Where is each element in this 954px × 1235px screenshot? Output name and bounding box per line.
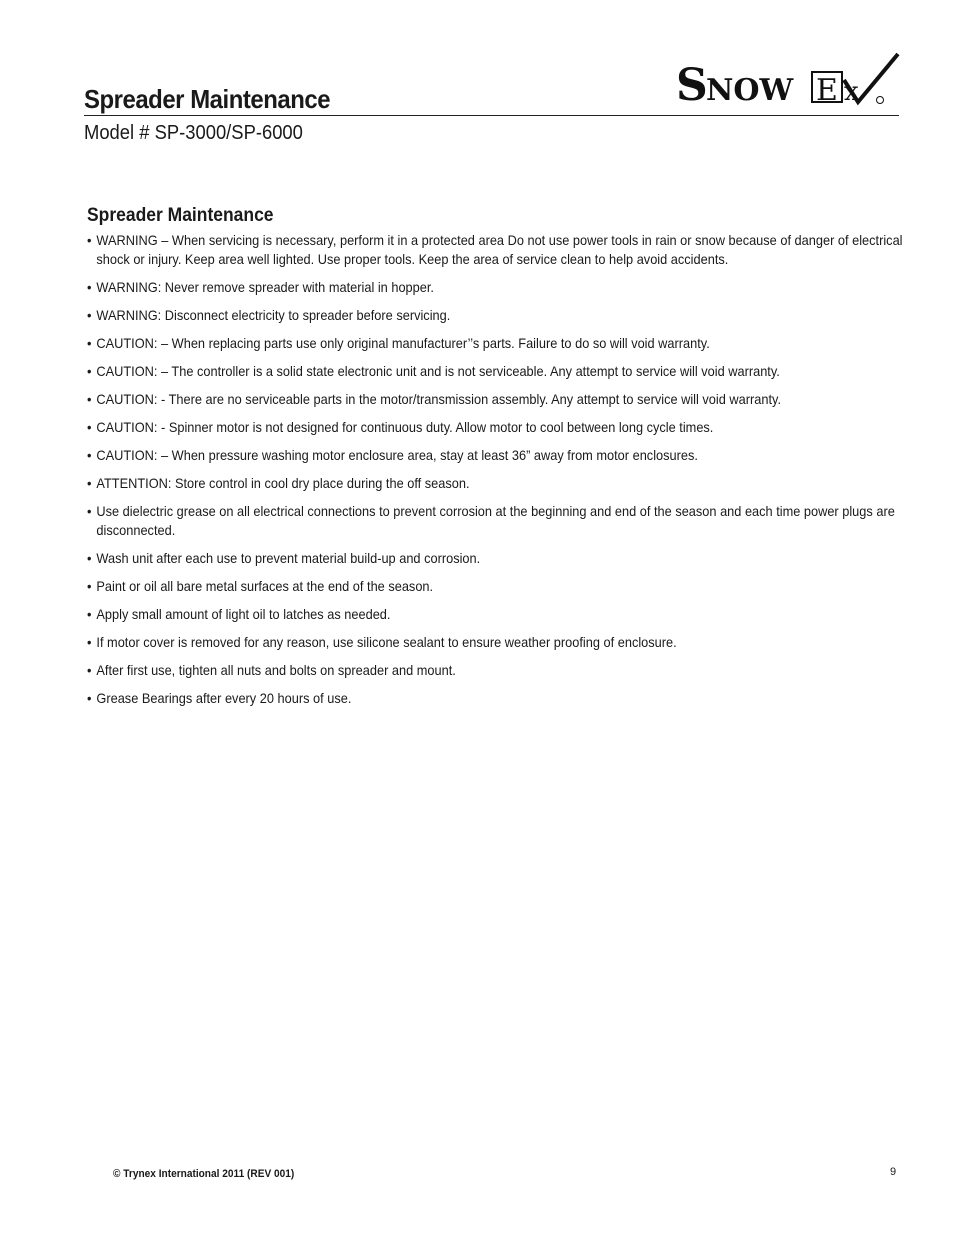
list-item: • CAUTION: - There are no serviceable parts in the motor/transmission assembly. Any attempt to service will void warranty. [87,392,782,407]
item-lead: CAUTION: [96,336,158,351]
item-text: Paint or oil all bare metal surfaces at the end of the season. [96,579,434,594]
svg-text:E: E [816,73,838,106]
footer-copyright: © Trynex International 2011 (REV 001) [113,1168,295,1180]
item-lead: WARNING [96,233,158,248]
item-text: Disconnect electricity to spreader before servicing. [161,308,451,323]
svg-text:NOW: NOW [706,73,794,106]
model-number: Model # SP-3000/SP-6000 [84,122,303,144]
list-item: • CAUTION: - Spinner motor is not designed for continuous duty. Allow motor to cool between long cycle times. [87,420,714,435]
list-item: • WARNING – When servicing is necessary, perform it in a protected area Do not use power tools in rain or snow because of danger of electrical shock or injury. Keep area well lighted. Use proper tools. Keep the area of service clean to help avoid accidents. [87,233,903,267]
list-item: • Use dielectric grease on all electrical connections to prevent corrosion at the beginning and end of the season and each time power plugs are disconnected. [87,504,895,538]
list-item: • ATTENTION: Store control in cool dry place during the off season. [87,476,470,491]
item-text: Use dielectric grease on all electrical connections to prevent corrosion at the beginning and end of the season and each time power plugs are disconnected. [96,504,895,538]
maintenance-list [87,231,907,717]
list-item: • Paint or oil all bare metal surfaces at the end of the season. [87,579,434,594]
page-title: Spreader Maintenance [84,84,331,114]
page-number: 9 [890,1166,897,1178]
list-item: • CAUTION: – The controller is a solid state electronic unit and is not serviceable. Any attempt to service will void warranty. [87,364,780,379]
item-text: : Never remove spreader with material in hopper. [157,280,434,295]
item-lead: CAUTION: - [96,420,166,435]
list-item: • WARNING: Disconnect electricity to spreader before servicing. [87,308,451,323]
item-text: Apply small amount of light oil to latches as needed. [96,607,391,622]
item-text: Wash unit after each use to prevent material build-up and corrosion. [96,551,481,566]
item-lead: CAUTION: [96,364,158,379]
list-item: • Apply small amount of light oil to latches as needed. [87,607,391,622]
list-item: • CAUTION: – When pressure washing motor enclosure area, stay at least 36” away from motor enclosures. [87,448,698,463]
svg-text:S: S [676,60,708,106]
item-lead: WARNING [96,280,158,295]
item-lead: CAUTION: - [96,392,166,407]
snowex-logo [676,52,900,106]
item-text: There are no serviceable parts in the motor/transmission assembly. Any attempt to service will void warranty. [165,392,782,407]
item-text: – The controller is a solid state electronic unit and is not serviceable. Any attempt to service will void warranty. [157,364,780,379]
item-text: – When replacing parts use only original manufacturer’’s parts. Failure to do so will void warranty. [157,336,710,351]
item-lead: WARNING: [96,308,162,323]
list-item: • If motor cover is removed for any reason, use silicone sealant to ensure weather proofing of enclosure. [87,635,677,650]
list-item: • CAUTION: – When replacing parts use only original manufacturer’’s parts. Failure to do so will void warranty. [87,336,710,351]
svg-text:x: x [844,77,859,106]
item-text: If motor cover is removed for any reason, use silicone sealant to ensure weather proofing of enclosure. [96,635,677,650]
header-divider [84,115,899,116]
list-item: • After first use, tighten all nuts and bolts on spreader and mount. [87,663,456,678]
item-lead: ATTENTION [96,476,168,491]
item-text: Spinner motor is not designed for continuous duty. Allow motor to cool between long cycle times. [165,420,714,435]
item-text: – When servicing is necessary, perform it in a protected area Do not use power tools in rain or snow because of danger of electrical shock or injury. Keep area well lighted. Use proper tools. Keep the area of service clean to help avoid accidents. [96,233,903,267]
section-heading: Spreader Maintenance [87,205,274,226]
item-text: After first use, tighten all nuts and bolts on spreader and mount. [96,663,456,678]
item-text: – When pressure washing motor enclosure area, stay at least 36” away from motor enclosures. [157,448,698,463]
item-text: Grease Bearings after every 20 hours of use. [96,691,352,706]
list-item: • Grease Bearings after every 20 hours of use. [87,691,352,706]
item-lead: CAUTION: [96,448,158,463]
list-item: • WARNING: Never remove spreader with material in hopper. [87,280,434,295]
list-item: • Wash unit after each use to prevent material build-up and corrosion. [87,551,481,566]
item-text: : Store control in cool dry place during the off season. [167,476,470,491]
